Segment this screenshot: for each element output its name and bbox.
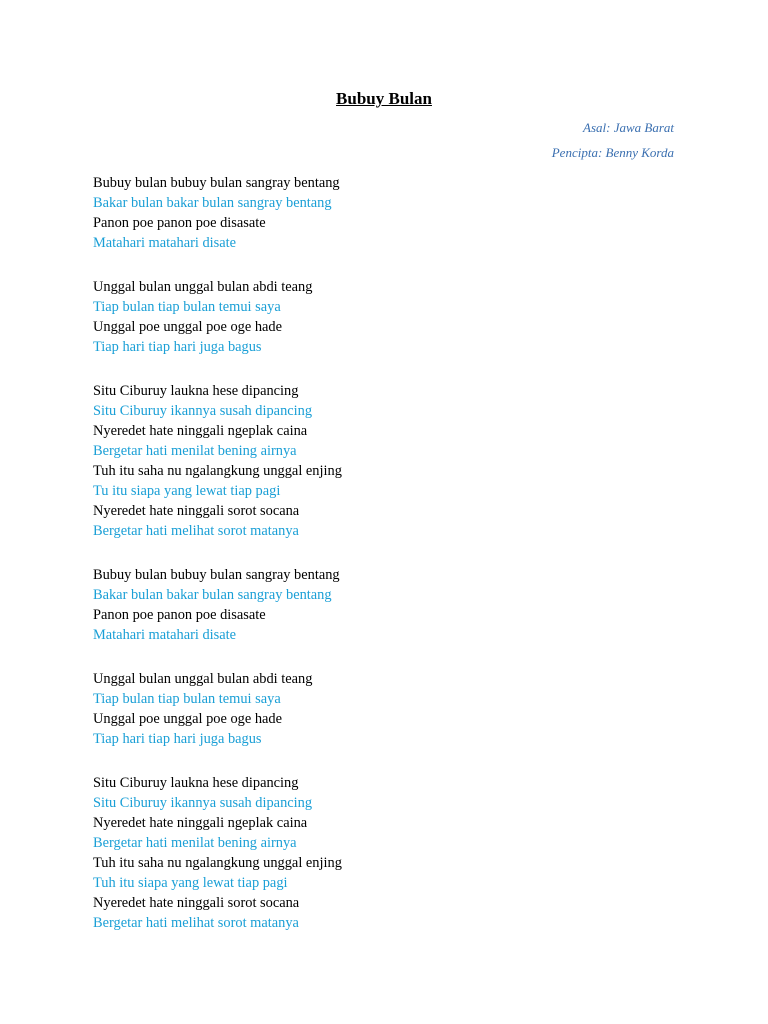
lyric-line-original: Bubuy bulan bubuy bulan sangray bentang (93, 175, 340, 191)
lyric-line-original: Unggal bulan unggal bulan abdi teang (93, 279, 313, 295)
lyric-line-translation: Bergetar hati menilat bening airnya (93, 443, 297, 459)
lyric-line-translation: Bakar bulan bakar bulan sangray bentang (93, 587, 332, 603)
lyric-line-translation: Bergetar hati menilat bening airnya (93, 835, 297, 851)
lyric-line-original: Situ Ciburuy laukna hese dipancing (93, 775, 299, 791)
lyric-stanza (93, 173, 693, 253)
lyric-line-translation: Tiap hari tiap hari juga bagus (93, 731, 262, 747)
song-composer: Pencipta: Benny Korda (551, 145, 674, 160)
document-title: Bubuy Bulan (336, 89, 432, 108)
lyric-line-original: Unggal poe unggal poe oge hade (93, 711, 283, 727)
lyric-line-translation: Tuh itu siapa yang lewat tiap pagi (93, 875, 288, 891)
lyric-stanza (93, 669, 693, 749)
lyric-line-original: Panon poe panon poe disasate (93, 215, 266, 231)
lyric-line-original: Tuh itu saha nu ngalangkung unggal enjing (93, 463, 342, 479)
lyric-line-translation: Bergetar hati melihat sorot matanya (93, 915, 299, 931)
lyric-line-original: Bubuy bulan bubuy bulan sangray bentang (93, 567, 340, 583)
lyric-line-original: Nyeredet hate ninggali ngeplak caina (93, 423, 308, 439)
lyric-line-translation: Tiap hari tiap hari juga bagus (93, 339, 262, 355)
lyric-line-original: Nyeredet hate ninggali sorot socana (93, 503, 300, 519)
lyric-line-original: Unggal bulan unggal bulan abdi teang (93, 671, 313, 687)
lyric-line-translation: Situ Ciburuy ikannya susah dipancing (93, 403, 313, 419)
lyric-line-original: Panon poe panon poe disasate (93, 607, 266, 623)
lyric-line-original: Situ Ciburuy laukna hese dipancing (93, 383, 299, 399)
lyric-line-translation: Situ Ciburuy ikannya susah dipancing (93, 795, 313, 811)
song-origin: Asal: Jawa Barat (583, 120, 674, 135)
lyric-line-translation: Matahari matahari disate (93, 235, 237, 251)
lyric-line-original: Nyeredet hate ninggali ngeplak caina (93, 815, 308, 831)
lyric-line-original: Unggal poe unggal poe oge hade (93, 319, 283, 335)
lyric-line-translation: Tu itu siapa yang lewat tiap pagi (93, 483, 281, 499)
lyric-stanza (93, 773, 693, 933)
lyric-line-translation: Tiap bulan tiap bulan temui saya (93, 299, 281, 315)
lyric-line-original: Nyeredet hate ninggali sorot socana (93, 895, 300, 911)
lyric-stanza (93, 381, 693, 541)
lyric-stanza (93, 565, 693, 645)
lyric-stanza (93, 277, 693, 357)
lyric-line-original: Tuh itu saha nu ngalangkung unggal enjing (93, 855, 342, 871)
lyric-line-translation: Tiap bulan tiap bulan temui saya (93, 691, 281, 707)
lyric-line-translation: Bergetar hati melihat sorot matanya (93, 523, 299, 539)
lyric-line-translation: Bakar bulan bakar bulan sangray bentang (93, 195, 332, 211)
lyrics-body (93, 173, 693, 957)
lyric-line-translation: Matahari matahari disate (93, 627, 237, 643)
